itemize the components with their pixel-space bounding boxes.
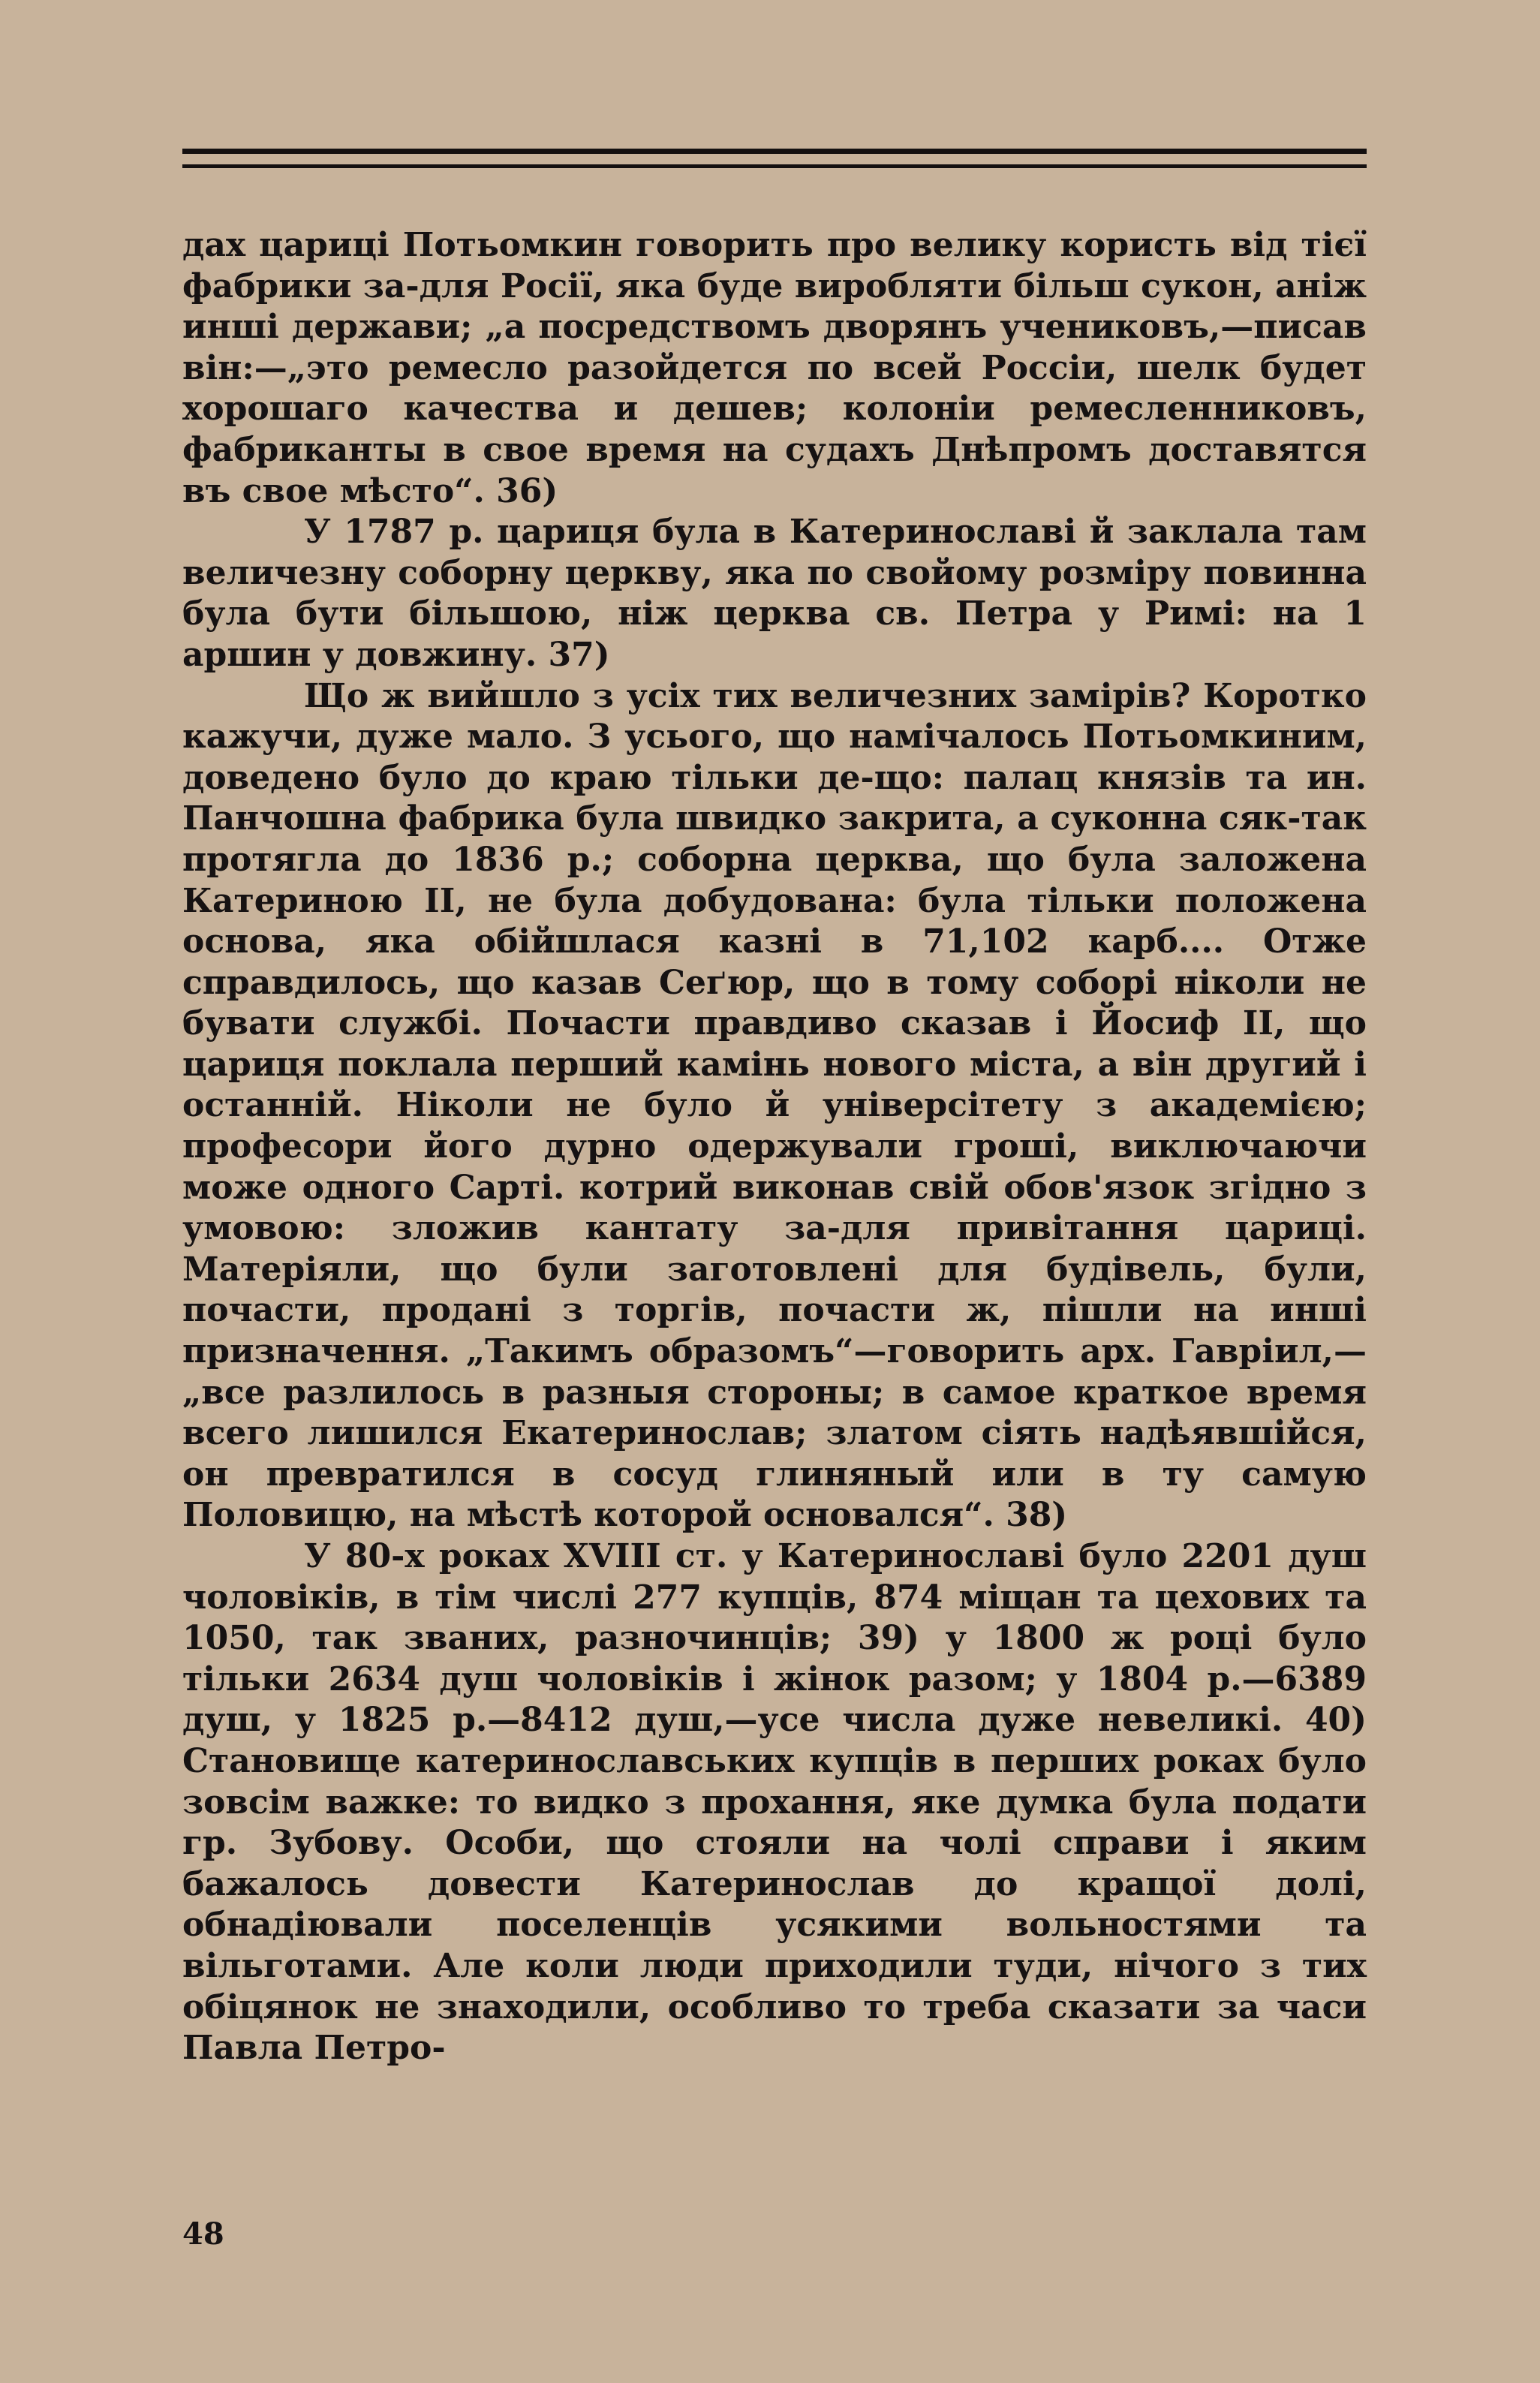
header-rule-thin [182,164,1367,168]
page-number: 48 [182,2216,224,2252]
paragraph-3: Що ж вийшло з усіх тих величезних замірів? Коротко кажучи, дуже мало. З усього, що намічалось Потьомкиним, доведено було до краю тільки де-що: палац князів та ин. Панчошна фабрика була швидко закрита, а суконна сяк-так протягла до 1836 р.; соборна церква, що була заложена Катериною II, не була добудована: була тільки положена основа, яка обійшлася казні в 71,102 карб.... Отже справдилось, що казав Сеґюр, що в тому соборі ніколи не бувати службі. Почасти правдиво сказав і Йосиф II, що цариця поклала перший камінь нового міста, а він другий і останній. Ніколи не було й універсітету з академією; професори його дурно одержували гроші, виключаючи може одного Сарті. котрий виконав свій обов'язок згідно з умовою: зложив кантату за-для привітання цариці. Матеріяли, що були заготовлені для будівель, були, почасти, продані з торгів, почасти ж, пішли на инші призначення. „Такимъ образомъ“—говорить арх. Гаврiил,—„все разлилось в разныя стороны; в самое краткое время всего лишился Екатеринослав; златом сіять надѣявшійся, он превратился в сосуд глиняный или в ту самую Половицю, на мѣстѣ которой основался“. 38) [182,676,1367,1535]
paragraph-1: дах цариці Потьомкин говорить про велику користь від тієї фабрики за-для Росії, яка буде виробляти більш сукон, аніж инші держави; „а посредствомъ дворянъ учениковъ,—писав він:—„это ремесло разойдется по всей Россіи, шелк будет хорошаго качества и дешев; колоніи ремесленниковъ, фабриканты в свое время на судахъ Днѣпромъ доставятся въ свое мѣсто“. 36) [182,226,1367,510]
header-rule-thick [182,149,1367,154]
paragraph-2: У 1787 р. цариця була в Катеринославі й заклала там величезну соборну церкву, яка по свойому розміру повинна була бути більшою, ніж церква св. Петра у Римі: на 1 аршин у довжину. 37) [182,513,1367,674]
body-text [182,225,1367,2069]
paragraph-4: У 80-х роках XVIII ст. у Катеринославі було 2201 душ чоловіків, в тім числі 277 купців, 874 міщан та цехових та 1050, так званих, разночинців; 39) у 1800 ж році було тільки 2634 душ чоловіків і жінок разом; у 1804 р.—6389 душ, у 1825 р.—8412 душ,—усе числа дуже невеликі. 40) Становище катеринославських купців в перших роках було зовсім важке: то видко з прохання, яке думка була подати гр. Зубову. Особи, що стояли на чолі справи і яким бажалось довести Катеринослав до кращої долі, обнадіювали поселенців усякими вольностями та вільготами. Але коли люди приходили туди, нічого з тих обіцянок не знаходили, особливо то треба сказати за часи Павла Петро- [182,1537,1367,2068]
